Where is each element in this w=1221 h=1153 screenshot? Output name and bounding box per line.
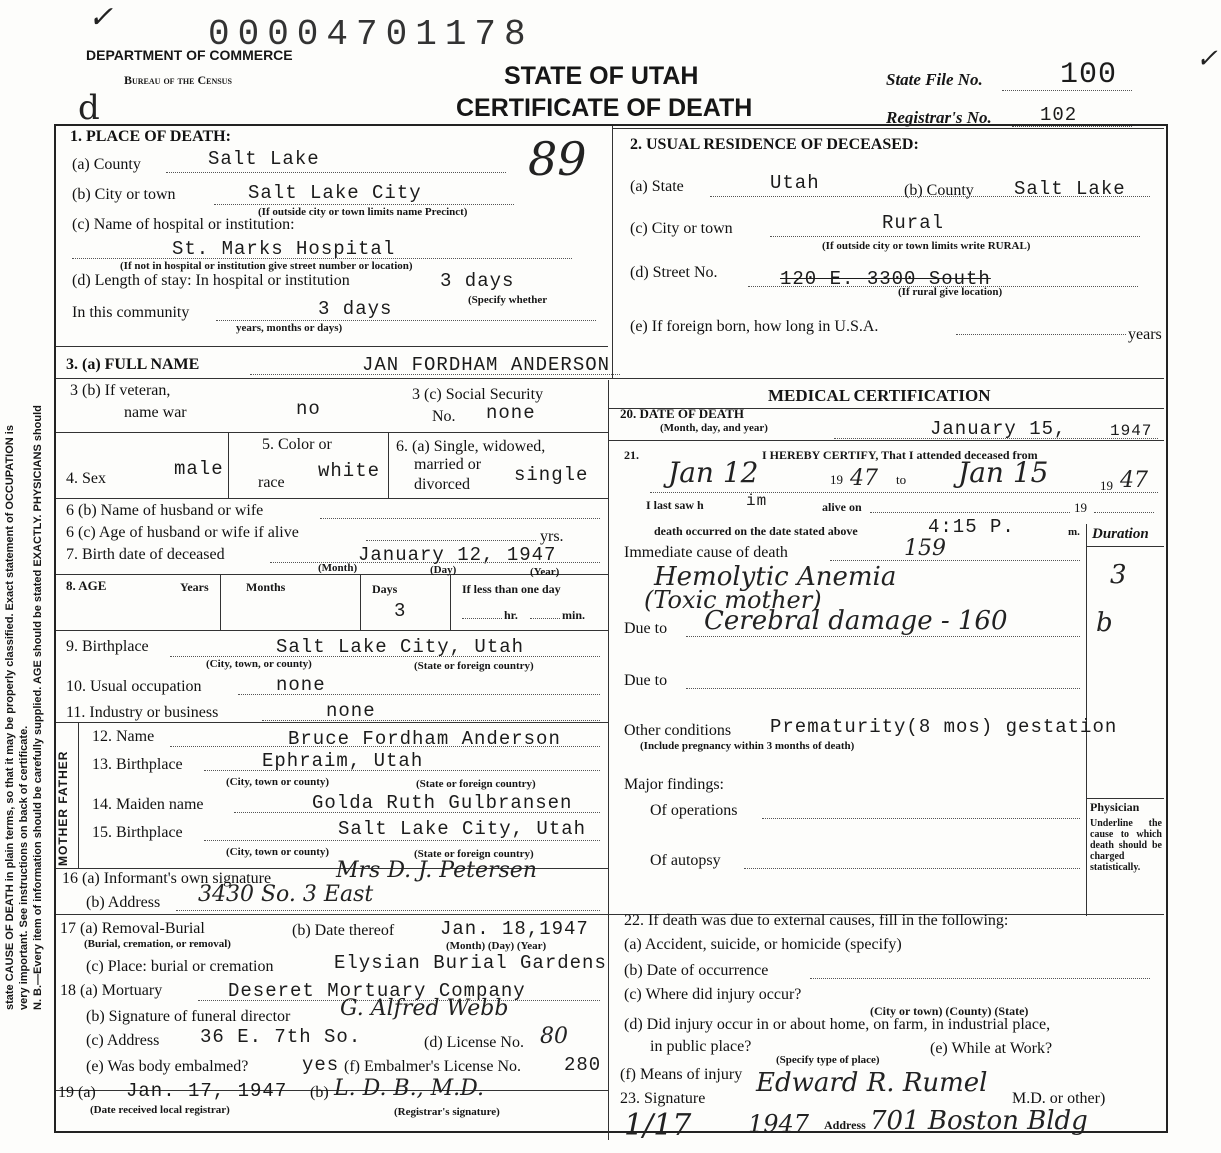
side-note-line1: state CAUSE OF DEATH in plain terms, so that it may be properly classified. Exact statement of OCCUPATION is bbox=[4, 425, 16, 1010]
industry-value: none bbox=[326, 700, 376, 722]
due-to-label-1: Due to bbox=[624, 620, 668, 637]
maiden-name-value: Golda Ruth Gulbransen bbox=[312, 792, 573, 814]
spouse-label: 6 (b) Name of husband or wife bbox=[66, 502, 264, 519]
res-years-label: years bbox=[1128, 326, 1162, 343]
corner-mark: d bbox=[78, 88, 100, 128]
removal-label: 17 (a) Removal-Burial bbox=[60, 920, 205, 937]
pod-community-value: 3 days bbox=[318, 298, 393, 320]
physician-signature: Edward R. Rumel bbox=[756, 1068, 988, 1098]
mortuary-label: 18 (a) Mortuary bbox=[60, 982, 163, 999]
res-state-label: (a) State bbox=[630, 178, 684, 195]
dod-value: January 15, bbox=[930, 418, 1067, 440]
check-mark: ✓ bbox=[88, 0, 114, 35]
registrar-label: Registrar's No. bbox=[886, 108, 992, 127]
spouse-age-label: 6 (c) Age of husband or wife if alive bbox=[66, 524, 299, 541]
due-to-label-2: Due to bbox=[624, 672, 668, 689]
other-conditions-label: Other conditions bbox=[624, 722, 732, 739]
received-value: Jan. 17, 1947 bbox=[126, 1080, 288, 1102]
pod-ymd-note: years, months or days) bbox=[236, 322, 343, 334]
ssn-label: 3 (c) Social Security bbox=[412, 386, 544, 403]
other-conditions-value: Prematurity(8 mos) gestation bbox=[770, 716, 1118, 738]
ssn-value: none bbox=[486, 402, 536, 424]
pod-city-label: (b) City or town bbox=[72, 186, 176, 203]
sex-value: male bbox=[174, 458, 224, 480]
birthplace-note-1: (City, town, or county) bbox=[206, 658, 312, 670]
father-name-label: 12. Name bbox=[92, 728, 155, 745]
war-label: name war bbox=[124, 404, 187, 421]
from-year: 47 bbox=[850, 466, 878, 491]
parents-side-label: MOTHER FATHER bbox=[56, 750, 70, 866]
father-bp-note-2: (State or foreign country) bbox=[416, 778, 536, 790]
side-note-line2: very important. See instructions on back of certificate. bbox=[18, 725, 30, 1010]
res-city-label: (c) City or town bbox=[630, 220, 733, 237]
mother-bp-note-1: (City, town or county) bbox=[226, 846, 330, 858]
pod-hospital-value: St. Marks Hospital bbox=[172, 238, 396, 260]
registrar-seal: 89 bbox=[528, 132, 587, 186]
mother-bp-note-2: (State or foreign country) bbox=[414, 848, 534, 860]
physician-note: Underline the cause to which death should be charged statistically. bbox=[1090, 818, 1162, 873]
birthplace-label: 9. Birthplace bbox=[66, 638, 149, 655]
embalmer-license-label: (f) Embalmer's License No. bbox=[344, 1058, 522, 1075]
informant-address: 3430 So. 3 East bbox=[198, 882, 374, 907]
certificate-title: CERTIFICATE OF DEATH bbox=[456, 94, 753, 122]
cause-1b: (Toxic mother) bbox=[644, 586, 822, 614]
dod-year: 1947 bbox=[1110, 422, 1153, 440]
embalmed-label: (e) Was body embalmed? bbox=[86, 1058, 249, 1075]
state-file-number: 100 bbox=[1060, 58, 1118, 92]
removal-note: (Burial, cremation, or removal) bbox=[84, 938, 231, 950]
industry-label: 11. Industry or business bbox=[66, 704, 219, 721]
burial-place-label: (c) Place: burial or cremation bbox=[86, 958, 274, 975]
age-months-label: Months bbox=[246, 580, 286, 594]
pod-hospital-label: (c) Name of hospital or institution: bbox=[72, 216, 295, 233]
informant-address-label: (b) Address bbox=[86, 894, 161, 911]
external-f: (f) Means of injury bbox=[620, 1066, 743, 1083]
certify-number: 21. bbox=[624, 448, 639, 462]
autopsy-label: Of autopsy bbox=[650, 852, 721, 869]
physician-note-title: Physician bbox=[1090, 800, 1140, 814]
war-value: no bbox=[296, 398, 321, 420]
external-c-note: (City or town) (County) (State) bbox=[870, 1004, 1029, 1018]
res-state-value: Utah bbox=[770, 172, 820, 194]
burial-date-label: (b) Date thereof bbox=[292, 922, 395, 939]
to-date: Jan 15 bbox=[958, 456, 1049, 489]
full-name-label: 3. (a) FULL NAME bbox=[66, 356, 200, 373]
alive-on-label: alive on bbox=[822, 500, 862, 514]
signature-year: 1947 bbox=[748, 1110, 810, 1138]
pod-city-value: Salt Lake City bbox=[248, 182, 422, 204]
license-value: 80 bbox=[540, 1024, 568, 1049]
director-signature: G. Alfred Webb bbox=[340, 996, 509, 1021]
full-name-value: JAN FORDHAM ANDERSON bbox=[362, 354, 611, 376]
last-saw-label: I last saw h bbox=[646, 498, 704, 512]
dod-note: (Month, day, and year) bbox=[660, 422, 768, 434]
res-foreign-label: (e) If foreign born, how long in U.S.A. bbox=[630, 318, 879, 335]
m-label: m. bbox=[1068, 526, 1080, 538]
license-label: (d) License No. bbox=[424, 1034, 524, 1051]
res-street-label: (d) Street No. bbox=[630, 264, 718, 281]
less-than-day-label: If less than one day bbox=[462, 582, 561, 596]
immediate-cause-label: Immediate cause of death bbox=[624, 544, 788, 561]
external-b: (b) Date of occurrence bbox=[624, 962, 769, 979]
medical-title: MEDICAL CERTIFICATION bbox=[768, 386, 991, 405]
major-findings-label: Major findings: bbox=[624, 776, 724, 793]
registrar-number: 102 bbox=[1040, 104, 1078, 126]
pod-hospital-note: (If not in hospital or institution give street number or location) bbox=[120, 260, 413, 272]
mother-birthplace-label: 15. Birthplace bbox=[92, 824, 183, 841]
pod-specify-note: (Specify whether bbox=[468, 294, 548, 306]
mortuary-address-value: 36 E. 7th So. bbox=[200, 1026, 362, 1048]
birth-date-label: 7. Birth date of deceased bbox=[66, 546, 225, 563]
check-mark-right: ✓ bbox=[1196, 44, 1218, 74]
mortuary-value: Deseret Mortuary Company bbox=[228, 980, 526, 1002]
md-label: M.D. or other) bbox=[1012, 1090, 1106, 1107]
residence-title: 2. USUAL RESIDENCE OF DECEASED: bbox=[630, 136, 919, 153]
duration-1: 3 bbox=[1110, 560, 1127, 590]
place-of-death-title: 1. PLACE OF DEATH: bbox=[70, 128, 231, 145]
birth-date-value: January 12, 1947 bbox=[358, 544, 557, 566]
pod-county-value: Salt Lake bbox=[208, 148, 320, 170]
external-title: 22. If death was due to external causes, fill in the following: bbox=[624, 912, 1009, 929]
veteran-label: 3 (b) If veteran, bbox=[70, 382, 171, 399]
pod-community-label: In this community bbox=[72, 304, 190, 321]
alive-year-prefix: 19 bbox=[1074, 500, 1087, 515]
from-date: Jan 12 bbox=[668, 456, 759, 489]
cause-2: Cerebral damage - 160 bbox=[704, 606, 1008, 636]
side-note-line3: N. B.—Every item of information should be carefully supplied. AGE should be stated EXACTLY. PHYSICIANS should bbox=[32, 405, 44, 1010]
maiden-name-label: 14. Maiden name bbox=[92, 796, 204, 813]
registrar-sig-note: (Registrar's signature) bbox=[394, 1106, 500, 1118]
burial-place-value: Elysian Burial Gardens bbox=[334, 952, 607, 974]
physician-address-label: Address bbox=[824, 1118, 866, 1132]
cause-code-1: 159 bbox=[904, 536, 946, 561]
age-days-label: Days bbox=[372, 582, 398, 596]
father-birthplace-value: Ephraim, Utah bbox=[262, 750, 424, 772]
res-street-value: 120 E. 3300 South bbox=[780, 268, 991, 290]
to-year: 47 bbox=[1120, 468, 1148, 493]
embalmer-license-value: 280 bbox=[564, 1054, 602, 1076]
father-birthplace-label: 13. Birthplace bbox=[92, 756, 183, 773]
occurred-label: death occurred on the date stated above bbox=[654, 524, 858, 538]
external-a: (a) Accident, suicide, or homicide (specify) bbox=[624, 936, 902, 953]
informant-sig-label: 16 (a) Informant's own signature bbox=[62, 870, 272, 887]
duration-2: b bbox=[1096, 608, 1113, 638]
state-file-label: State File No. bbox=[886, 70, 983, 89]
sex-label: 4. Sex bbox=[66, 470, 106, 487]
age-days-value: 3 bbox=[394, 600, 407, 622]
signature-label: 23. Signature bbox=[620, 1090, 706, 1107]
father-bp-note-1: (City, town or county) bbox=[226, 776, 330, 788]
state-title: STATE OF UTAH bbox=[504, 62, 699, 90]
yrs-label: yrs. bbox=[540, 528, 564, 545]
res-city-value: Rural bbox=[882, 212, 945, 234]
external-d-note: (Specify type of place) bbox=[776, 1054, 880, 1066]
marital-value: single bbox=[514, 464, 589, 486]
external-e: (e) While at Work? bbox=[930, 1040, 1053, 1057]
ssn-no-label: No. bbox=[432, 408, 456, 425]
res-county-value: Salt Lake bbox=[1014, 178, 1126, 200]
operations-label: Of operations bbox=[650, 802, 738, 819]
certify-text: I HEREBY CERTIFY, That I attended deceased from bbox=[762, 448, 1038, 462]
age-years-label: Years bbox=[180, 580, 209, 594]
father-name-value: Bruce Fordham Anderson bbox=[288, 728, 561, 750]
res-street-note: (If rural give location) bbox=[898, 286, 1003, 298]
to-year-prefix: 19 bbox=[1100, 478, 1113, 493]
birth-day-note: (Day) bbox=[430, 564, 457, 576]
received-note: (Date received local registrar) bbox=[90, 1104, 230, 1116]
marital-label-2: married or bbox=[414, 456, 482, 473]
signature-date: 1/17 bbox=[624, 1108, 692, 1143]
marital-label-1: 6. (a) Single, widowed, bbox=[396, 438, 546, 455]
burial-mdy-note: (Month) (Day) (Year) bbox=[446, 940, 547, 952]
occupation-label: 10. Usual occupation bbox=[66, 678, 202, 695]
registrar-sig-label: (b) bbox=[310, 1084, 329, 1101]
mother-birthplace-value: Salt Lake City, Utah bbox=[338, 818, 587, 840]
pod-city-note: (If outside city or town limits name Precinct) bbox=[258, 206, 468, 218]
informant-signature: Mrs D. J. Petersen bbox=[336, 858, 537, 883]
received-label: 19 (a) bbox=[58, 1084, 96, 1101]
pod-stay-label: (d) Length of stay: In hospital or institution bbox=[72, 272, 350, 289]
burial-date-value: Jan. 18,1947 bbox=[440, 918, 589, 940]
department: DEPARTMENT OF COMMERCE bbox=[86, 47, 293, 63]
external-d: (d) Did injury occur in or about home, on farm, in industrial place, bbox=[624, 1016, 1051, 1033]
dod-label: 20. DATE OF DEATH bbox=[620, 406, 744, 421]
external-c: (c) Where did injury occur? bbox=[624, 986, 802, 1003]
serial-number: 00004701178 bbox=[208, 14, 534, 55]
duration-label: Duration bbox=[1092, 526, 1149, 542]
birth-year-note: (Year) bbox=[530, 566, 560, 578]
color-label: 5. Color or bbox=[262, 436, 332, 453]
cause-1a: Hemolytic Anemia bbox=[654, 562, 897, 592]
director-label: (b) Signature of funeral director bbox=[86, 1008, 291, 1025]
last-saw-him: im bbox=[746, 492, 768, 510]
embalmed-value: yes bbox=[302, 1054, 340, 1076]
race-value: white bbox=[318, 460, 381, 482]
death-time: 4:15 P. bbox=[928, 516, 1015, 538]
physician-address: 701 Boston Bldg bbox=[870, 1106, 1088, 1136]
race-label: race bbox=[258, 474, 285, 491]
birthplace-note-2: (State or foreign country) bbox=[414, 660, 534, 672]
marital-label-3: divorced bbox=[414, 476, 470, 493]
bureau: Bureau of the Census bbox=[124, 73, 232, 87]
mortuary-address-label: (c) Address bbox=[86, 1032, 160, 1049]
age-label: 8. AGE bbox=[66, 578, 107, 593]
birthplace-value: Salt Lake City, Utah bbox=[276, 636, 525, 658]
to-label: to bbox=[896, 472, 907, 487]
res-city-note: (If outside city or town limits write RURAL) bbox=[822, 240, 1031, 252]
from-year-prefix: 19 bbox=[830, 472, 843, 487]
min-label: min. bbox=[562, 608, 586, 622]
occupation-value: none bbox=[276, 674, 326, 696]
res-county-label: (b) County bbox=[904, 182, 974, 199]
hr-label: hr. bbox=[504, 608, 518, 622]
registrar-signature: L. D. B., M.D. bbox=[334, 1076, 484, 1101]
external-d2: in public place? bbox=[650, 1038, 752, 1055]
other-conditions-note: (Include pregnancy within 3 months of death) bbox=[640, 740, 855, 752]
birth-month-note: (Month) bbox=[318, 562, 358, 574]
pod-stay-value: 3 days bbox=[440, 270, 515, 292]
pod-county-label: (a) County bbox=[72, 156, 141, 173]
